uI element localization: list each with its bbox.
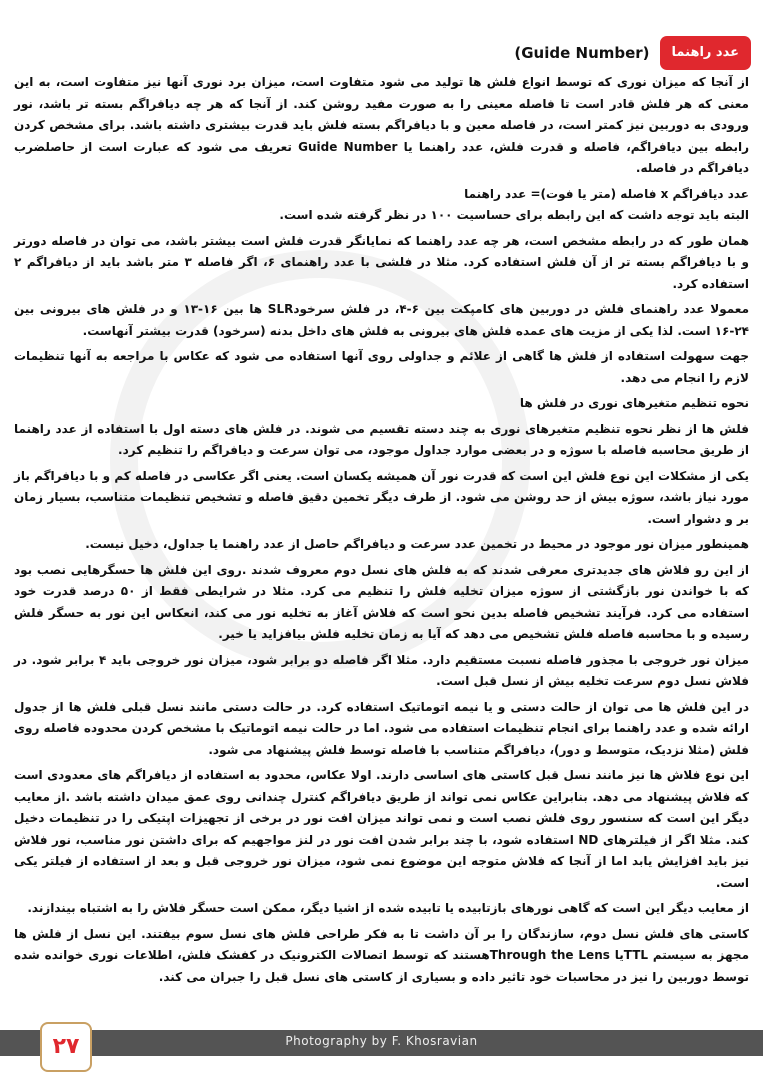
page-number: ۲۷ [40, 1022, 92, 1072]
paragraph: فلش ها از نظر نحوه تنظیم متغیرهای نوری به چند دسته تقسیم می شوند. در فلش های دسته اول با استفاده از عدد راهنما از طریق محاسبه فاصله با سوژه و در بعضی موارد جداول موجود، می توان سرعت و دیافراگم را تنظیم کرد. [14, 421, 749, 457]
paragraph: در این فلش ها می توان از حالت دستی و یا نیمه اتوماتیک استفاده کرد. در حالت دستی مانند نسل قبلی فلش ها از جدول ارائه شده و عدد راهنما برای انجام تنظیمات استفاده می شود. اما در حالت نیمه اتوماتیک با مشخص کردن محدوده فاصله روی فلش (مثلا نزدیک، متوسط و دور)، دیافراگم متناسب با فاصله توسط فلش پیشنهاد می شود. [14, 699, 749, 757]
section-title-english: (Guide Number) [514, 44, 650, 62]
paragraph: از آنجا که میزان نوری که توسط انواع فلش ها تولید می شود متفاوت است، میزان برد نوری آنها نیز متفاوت است، به این معنی که هر فلش قادر است تا فاصله معینی را به صورت مفید روشن کند. از آنجا که هر چه دیافراگم بسته تر باشد، نور ورودی به دوربین نیز کمتر است، در فاصله معین و با دیافراگم بسته فلش باید قدرت بیشتری داشته باشد. برای مشخص کردن رابطه بین دیافراگم، فاصله و قدرت فلش، عدد راهنما یا Guide Number تعریف می شود که عبارت است از حاصلضرب دیافراگم در فاصله. [14, 75, 749, 175]
paragraph: این نوع فلاش ها نیز مانند نسل قبل کاستی های اساسی دارند. اولا عکاس، محدود به استفاده از دیافراگم های معدودی است که فلاش پیشنهاد می دهد. بنابراین عکاس نمی تواند از طریق دیافراگم کنترل چندانی روی عمق میدان داشته باشد .از معایب دیگر این است که سنسور روی فلش نصب است و نمی تواند میزان افت نور در برخی از تجهیزات اپتیکی را در تنظیمات دخیل کند. مثلا اگر از فیلترهای ND استفاده شود، با چند برابر شدن افت نور در لنز مواجهیم که برای داشتن نور مناسب، نور فلاش نیز باید افزایش یابد اما از آنجا که فلاش متوجه این موضوع نمی شود، میزان نور خروجی قبل و بعد از استفاده از فیلتر یکی است. [14, 768, 749, 890]
paragraph: جهت سهولت استفاده از فلش ها گاهی از علائم و جداولی روی آنها استفاده می شود که عکاس با مراجعه به آنها تنظیمات لازم را انجام می دهد. [14, 349, 749, 385]
paragraph: از این رو فلاش های جدیدتری معرفی شدند که به فلش های نسل دوم معروف شدند .روی این فلش ها حسگرهایی نصب بود که با خواندن نور بازگشتی از سوژه میزان تخلیه فلش را تنظیم می کرد. مثلا در شرایطی فقط از ۵۰ درصد قدرت خود استفاده می کرد. فرآیند تشخیص فاصله بدین نحو است که فلاش آغاز به تخلیه نور می کند، انعکاس این نور به حسگر فلش رسیده و با محاسبه فاصله فلش تشخیص می دهد که آیا به زمان تخلیه فلش بیافزاید یا خیر. [14, 562, 749, 641]
section-header [514, 36, 751, 70]
photo-credit: Photography by F. Khosravian [285, 1034, 478, 1048]
paragraph: کاستی های فلش نسل دوم، سازندگان را بر آن داشت تا به فکر طراحی فلش های نسل سوم بیفتند. این نسل از فلش ها مجهز به سیستم TTLیا Through the Lensهستند که توسط اتصالات الکترونیک در کفشک فلش، اطلاعات نوری خوانده شده توسط دوربین را نیز در محاسبات خود تاثیر داده و بسیاری از کاستی های نسل قبل را جبران می کند. [14, 926, 750, 984]
paragraph: از معایب دیگر این است که گاهی نورهای بازتابیده یا تابیده شده از اشیا دیگر، ممکن است حسگر فلاش را به اشتباه بیندازند. [27, 901, 749, 915]
paragraph: معمولا عدد راهنمای فلش در دوربین های کامپکت بین ۶-۴، در فلش سرخودSLR ها بین ۱۶-۱۳ و در فلش های بیرونی بین ۲۴-۱۶ است. لذا یکی از مزیت های عمده فلش های بیرونی به فلش های داخل بدنه (سرخود) قدرت بیشتر آنهاست. [14, 302, 750, 338]
paragraph: یکی از مشکلات این نوع فلش این است که قدرت نور آن همیشه یکسان است. یعنی اگر عکاسی در فاصله کم و با دیافراگم باز مورد نیاز باشد، سوژه بیش از حد روشن می شود. از طرف دیگر تخمین دقیق فاصله و تشخیص تنظیمات متناسب، بسیار زمان بر و دشوار است. [14, 468, 749, 526]
section-badge: عدد راهنما [660, 36, 751, 70]
paragraph: میزان نور خروجی با مجذور فاصله نسبت مستقیم دارد. مثلا اگر فاصله دو برابر شود، میزان نور خروجی باید ۴ برابر شود. در فلاش نسل دوم سرعت تخلیه بیش از نسل قبل است. [14, 652, 749, 688]
subheading: نحوه تنظیم متغیرهای نوری در فلش ها [519, 396, 749, 410]
formula: عدد دیافراگم x فاصله (متر یا فوت)= عدد راهنما [464, 186, 749, 201]
article-body [14, 72, 749, 992]
paragraph: همینطور میزان نور موجود در محیط در تخمین عدد سرعت و دیافراگم حاصل از عدد راهنما یا جداول، دخیل نیست. [85, 537, 749, 551]
paragraph: همان طور که در رابطه مشخص است، هر چه عدد راهنما که نمایانگر قدرت فلش است بیشتر باشد، می توان در فاصله دورتر و با دیافراگم بسته تر از آن فلش استفاده کرد. مثلا در فلشی با عدد راهنمای ۶، اگر فاصله ۳ متر باشد باید از دیافراگم ۲ استفاده کرد. [14, 233, 749, 291]
paragraph: البته باید توجه داشت که این رابطه برای حساسیت ۱۰۰ در نظر گرفته شده است. [279, 208, 749, 222]
